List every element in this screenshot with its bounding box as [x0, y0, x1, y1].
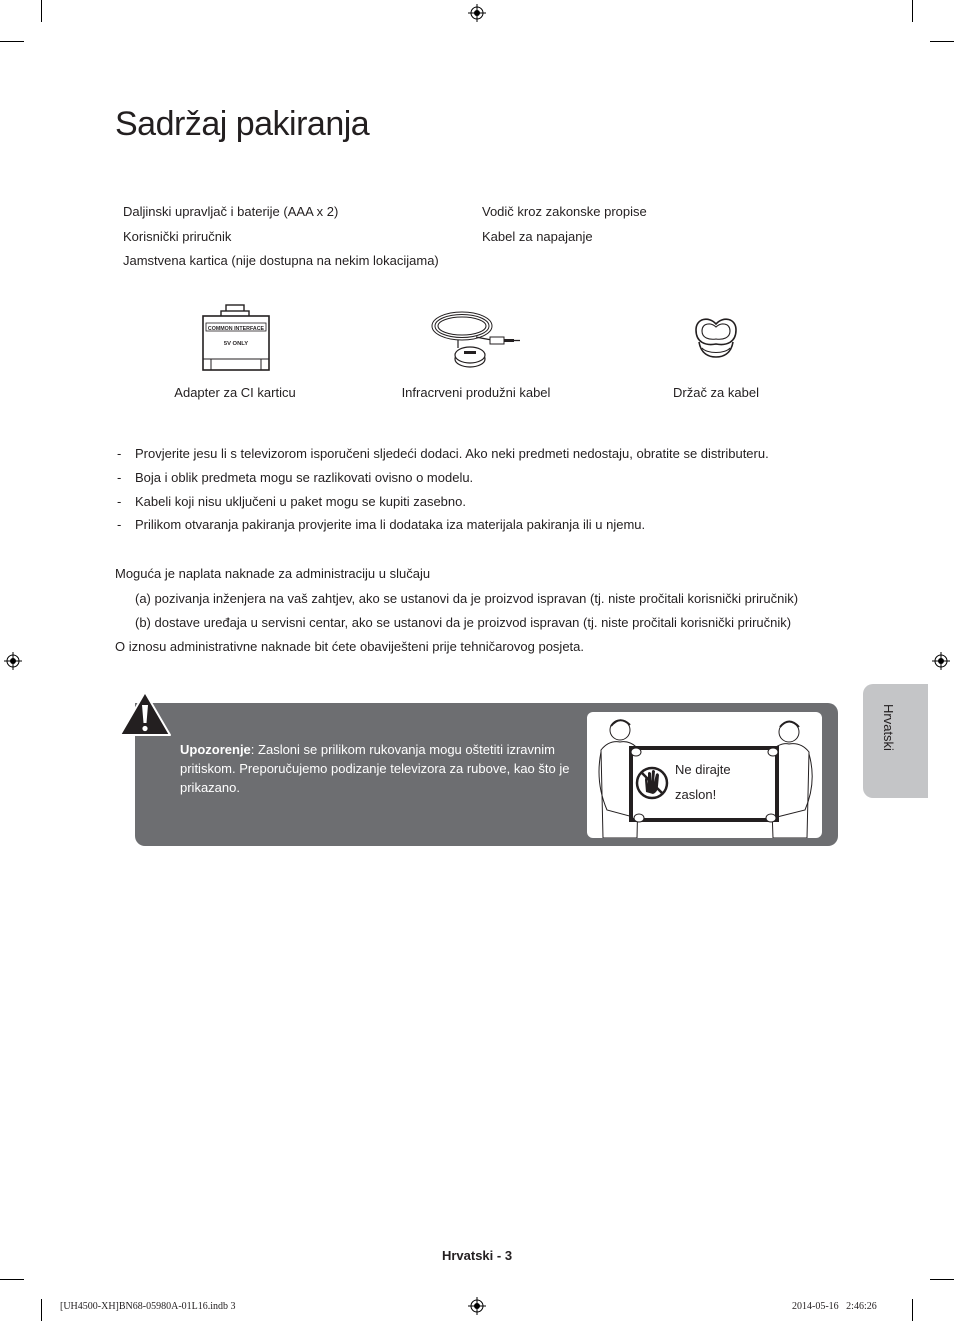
crop-mark: [930, 1279, 954, 1280]
crop-mark: [930, 41, 954, 42]
crop-mark: [0, 1279, 24, 1280]
do-not-touch-label-line2: zaslon!: [675, 787, 717, 802]
registration-mark-icon: [468, 4, 486, 22]
note-text: Provjerite jesu li s televizorom isporučeni sljedeći dodaci. Ako neki predmeti nedostaju, obratite se distributeru.: [135, 446, 769, 461]
language-side-tab-label: Hrvatski: [881, 704, 896, 751]
note-text: Kabeli koji nisu uključeni u paket mogu se kupiti zasebno.: [135, 494, 466, 509]
ci-label-line1: COMMON INTERFACE: [207, 326, 265, 332]
tv-handling-illustration: [587, 712, 822, 838]
imprint-file: [UH4500-XH]BN68-05980A-01L16.indb 3: [60, 1301, 236, 1312]
ci-label-line2: 5V ONLY: [223, 341, 249, 347]
fee-case-a: (a) pozivanja inženjera na vaš zahtjev, ako se ustanovi da je proizvod ispravan (tj. niste pročitali korisnički priručnik): [135, 591, 799, 606]
imprint-date: 2014-05-16 2:46:26: [792, 1301, 877, 1312]
accessory-caption: Infracrveni produžni kabel: [401, 385, 551, 400]
crop-mark: [0, 41, 24, 42]
fee-intro: Moguća je naplata naknade za administraciju u slučaju: [115, 566, 431, 581]
language-side-tab: [863, 684, 928, 798]
note-item: - Boja i oblik predmeta mogu se razlikovati ovisno o modelu.: [117, 470, 474, 485]
contents-item: Jamstvena kartica (nije dostupna na nekim lokacijama): [123, 253, 439, 268]
crop-mark: [912, 1299, 913, 1321]
contents-item: Vodič kroz zakonske propise: [482, 204, 647, 219]
crop-mark: [41, 1299, 42, 1321]
note-item: - Prilikom otvaranja pakiranja provjerite ima li dodataka iza materijala pakiranja ili u njemu.: [117, 517, 646, 532]
warning-body: : Zasloni se prilikom rukovanja mogu oštetiti izravnim pritiskom. Preporučujemo podizanje televizora za rubove, kao što je prikazano.: [180, 742, 570, 795]
note-text: Boja i oblik predmeta mogu se razlikovati ovisno o modelu.: [135, 470, 474, 485]
contents-item: Korisnički priručnik: [123, 229, 232, 244]
page-footer: Hrvatski - 3: [441, 1248, 513, 1263]
do-not-touch-label-line1: Ne dirajte: [675, 762, 731, 777]
ir-extender-cable-icon: [428, 304, 524, 376]
registration-mark-icon: [468, 1297, 486, 1315]
note-item: - Provjerite jesu li s televizorom isporučeni sljedeći dodaci. Ako neki predmeti nedostaju, obratite se distributeru.: [117, 446, 769, 461]
contents-item: Kabel za napajanje: [482, 229, 593, 244]
crop-mark: [912, 0, 913, 22]
accessory-caption: Držač za kabel: [673, 385, 759, 400]
page-title: Sadržaj pakiranja: [115, 105, 370, 143]
ci-card-adapter-icon: [199, 303, 273, 373]
registration-mark-icon: [4, 652, 22, 670]
warning-triangle-icon: [117, 689, 173, 739]
crop-mark: [41, 0, 42, 22]
note-item: - Kabeli koji nisu uključeni u paket mogu se kupiti zasebno.: [117, 494, 466, 509]
warning-text: [180, 740, 575, 797]
fee-case-b: (b) dostave uređaja u servisni centar, ako se ustanovi da je proizvod ispravan (tj. niste pročitali korisnički priručnik): [135, 615, 792, 630]
warning-label: Upozorenje: [180, 742, 251, 757]
note-text: Prilikom otvaranja pakiranja provjerite ima li dodataka iza materijala pakiranja ili u njemu.: [135, 517, 646, 532]
cable-holder-icon: [691, 314, 741, 364]
registration-mark-icon: [932, 652, 950, 670]
accessory-caption: Adapter za CI karticu: [174, 385, 296, 400]
fee-outro: O iznosu administrativne naknade bit ćete obaviješteni prije tehničarovog posjeta.: [115, 639, 584, 654]
contents-item: Daljinski upravljač i baterije (AAA x 2): [123, 204, 339, 219]
